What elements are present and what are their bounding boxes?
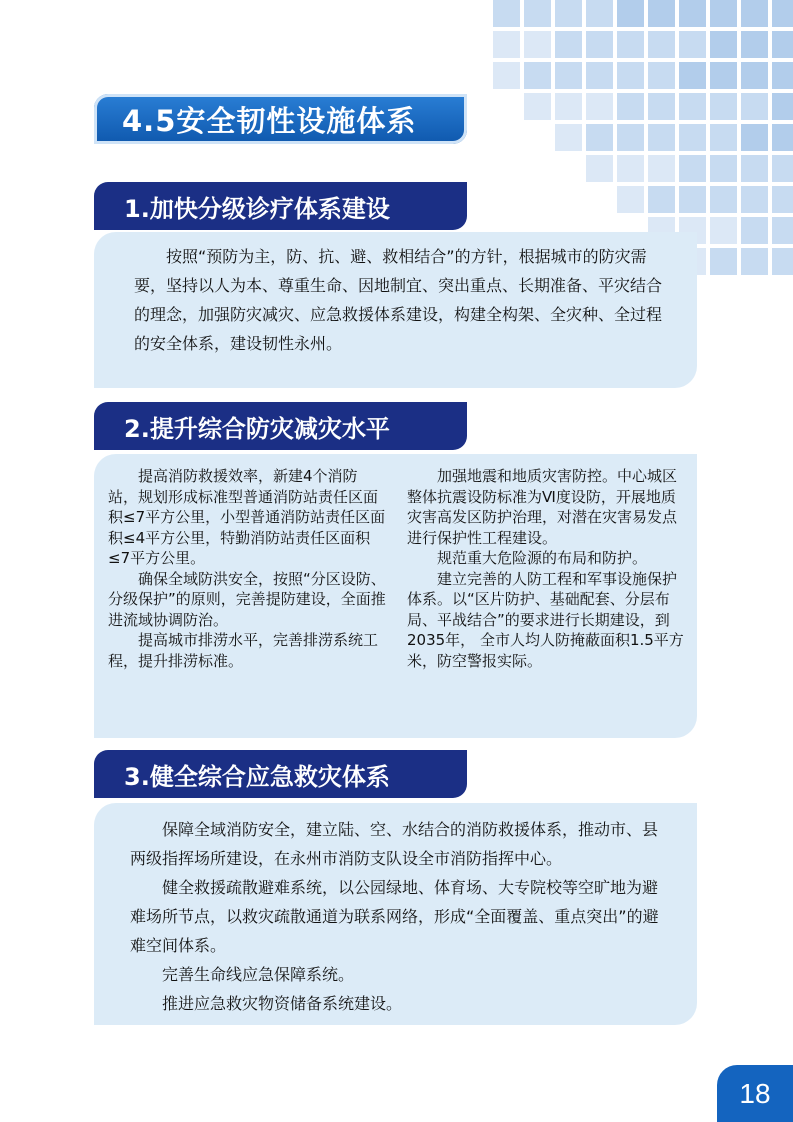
mosaic-tile [772, 155, 793, 182]
mosaic-tile [555, 93, 582, 120]
mosaic-tile [648, 62, 675, 89]
mosaic-tile [524, 31, 551, 58]
section-3-paragraph: 推进应急救灾物资储备系统建设。 [162, 994, 403, 1013]
mosaic-tile [710, 124, 737, 151]
mosaic-tile [555, 62, 582, 89]
mosaic-tile [493, 62, 520, 89]
section-3-paragraph: 完善生命线应急保障系统。 [162, 965, 355, 984]
mosaic-tile [772, 124, 793, 151]
mosaic-tile [710, 186, 737, 213]
mosaic-tile [741, 186, 768, 213]
section-1-panel [94, 232, 697, 388]
mosaic-tile [741, 124, 768, 151]
mosaic-tile [679, 124, 706, 151]
mosaic-tile [741, 93, 768, 120]
mosaic-tile [555, 0, 582, 27]
mosaic-tile [524, 93, 551, 120]
section-1-title: 1.加快分级诊疗体系建设 [94, 182, 467, 230]
mosaic-tile [679, 93, 706, 120]
section-2-left-paragraph: 确保全域防洪安全，按照“分区设防、分级保护”的原则，完善提防建设，全面推进流域协调防治。 [108, 569, 386, 629]
mosaic-tile [679, 186, 706, 213]
mosaic-tile [679, 62, 706, 89]
section-2-left-paragraph: 提高消防救援效率，新建4个消防站，规划形成标准型普通消防站责任区面积≤7平方公里，小型普通消防站责任区面积≤4平方公里，特勤消防站责任区面积≤7平方公里。 [108, 467, 386, 567]
mosaic-tile [772, 186, 793, 213]
section-2-right-paragraph: 加强地震和地质灾害防控。中心城区整体抗震设防标准为Ⅵ度设防，开展地质灾害高发区防护治理，对潜在灾害易发点进行保护性工程建设。 [407, 467, 678, 547]
mosaic-tile [741, 62, 768, 89]
mosaic-tile [772, 248, 793, 275]
mosaic-tile [648, 124, 675, 151]
section-2-right-paragraph: 建立完善的人防工程和军事设施保护体系。以“区片防护、基础配套、分层布局、平战结合”的要求进行长期建设，到2035年， 全市人均人防掩蔽面积1.5平方米，防空警报实际。 [407, 569, 684, 670]
mosaic-tile [772, 217, 793, 244]
mosaic-tile [710, 0, 737, 27]
page-title: 4.5安全韧性设施体系 [94, 94, 467, 144]
mosaic-tile [524, 0, 551, 27]
mosaic-tile [648, 186, 675, 213]
mosaic-tile [586, 0, 613, 27]
mosaic-tile [710, 93, 737, 120]
section-2-title: 2.提升综合防灾减灾水平 [94, 402, 467, 450]
mosaic-tile [772, 93, 793, 120]
mosaic-tile [493, 0, 520, 27]
section-1-paragraph: 按照“预防为主，防、抗、避、救相结合”的方针，根据城市的防灾需要，坚持以人为本、尊重生命、因地制宜、突出重点、长期准备、平灾结合的理念，加强防灾减灾、应急救援体系建设，构建全构架、全灾种、全过程的安全体系，建设韧性永州。 [134, 247, 663, 353]
section-3-title: 3.健全综合应急救灾体系 [94, 750, 467, 798]
mosaic-tile [648, 0, 675, 27]
mosaic-tile [741, 217, 768, 244]
section-3-panel [94, 803, 697, 1025]
mosaic-tile [648, 31, 675, 58]
section-2-right-paragraph: 规范重大危险源的布局和防护。 [437, 549, 648, 567]
mosaic-tile [679, 0, 706, 27]
mosaic-tile [493, 31, 520, 58]
mosaic-tile [679, 31, 706, 58]
mosaic-tile [710, 248, 737, 275]
mosaic-tile [741, 0, 768, 27]
mosaic-tile [617, 0, 644, 27]
mosaic-tile [710, 62, 737, 89]
section-2-panel [94, 454, 697, 738]
mosaic-tile [741, 31, 768, 58]
mosaic-tile [772, 62, 793, 89]
mosaic-tile [617, 93, 644, 120]
mosaic-tile [524, 62, 551, 89]
mosaic-tile [617, 124, 644, 151]
mosaic-tile [772, 0, 793, 27]
mosaic-tile [586, 31, 613, 58]
mosaic-tile [741, 248, 768, 275]
page-number: 18 [717, 1065, 793, 1122]
mosaic-tile [648, 155, 675, 182]
section-2-left-column [108, 466, 386, 671]
mosaic-tile [586, 62, 613, 89]
mosaic-tile [586, 155, 613, 182]
section-2-right-column [407, 466, 685, 671]
mosaic-tile [586, 124, 613, 151]
section-3-paragraph: 保障全域消防安全，建立陆、空、水结合的消防救援体系，推动市、县两级指挥场所建设，在永州市消防支队设全市消防指挥中心。 [130, 820, 659, 868]
mosaic-tile [617, 155, 644, 182]
mosaic-tile [555, 124, 582, 151]
mosaic-tile [617, 31, 644, 58]
mosaic-tile [772, 31, 793, 58]
mosaic-tile [617, 186, 644, 213]
mosaic-tile [710, 155, 737, 182]
mosaic-tile [679, 155, 706, 182]
mosaic-tile [617, 62, 644, 89]
mosaic-tile [586, 93, 613, 120]
mosaic-tile [648, 93, 675, 120]
mosaic-tile [710, 217, 737, 244]
mosaic-tile [710, 31, 737, 58]
mosaic-tile [741, 155, 768, 182]
section-3-paragraph: 健全救援疏散避难系统，以公园绿地、体育场、大专院校等空旷地为避难场所节点，以救灾疏散通道为联系网络，形成“全面覆盖、重点突出”的避难空间体系。 [130, 878, 659, 955]
mosaic-tile [555, 31, 582, 58]
section-2-left-paragraph: 提高城市排涝水平，完善排涝系统工程，提升排涝标准。 [108, 631, 379, 670]
